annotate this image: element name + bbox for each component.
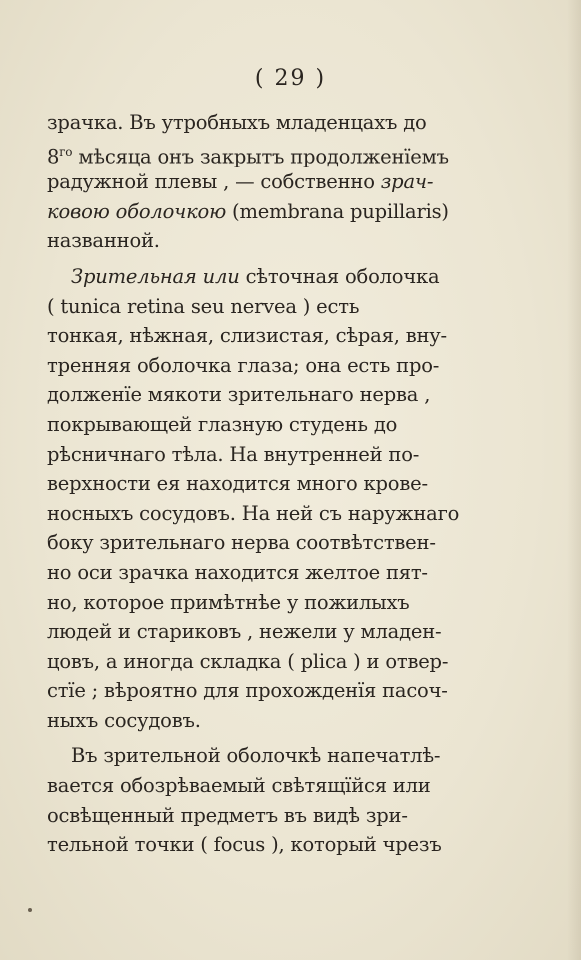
latin-term: (membrana pupillaris) — [226, 199, 449, 223]
text-line-17: но, которое примѣтнѣе у пожилыхъ — [47, 590, 410, 614]
text-line-21: ныхъ сосудовъ. — [47, 708, 201, 732]
text-line-19: цовъ, а иногда складка ( plica ) и отвер- — [47, 649, 449, 673]
text-line-13: верхности ея находится много крове- — [47, 472, 428, 496]
text-line-23: вается обозрѣваемый свѣтящїйся или — [47, 774, 431, 798]
text-line-20: стїе ; вѣроятно для прохожденїя пасоч- — [47, 679, 448, 703]
text-line-15: боку зрительнаго нерва соотвѣтствен- — [47, 531, 436, 555]
ordinal-suffix: го — [59, 144, 73, 159]
text-line-16: но оси зрачка находится желтое пят- — [47, 560, 428, 584]
ordinal-number: 8 — [47, 145, 60, 168]
term-italic-2: ковою оболочкою — [47, 199, 227, 223]
text-line-4 — [47, 197, 502, 227]
text-line-8: тонкая, нѣжная, слизистая, сѣрая, вну- — [47, 324, 447, 348]
page-number: ( 29 ) — [254, 66, 327, 91]
text-line-14: носныхъ сосудовъ. На ней съ наружнаго — [47, 501, 460, 525]
text-line-24: освѣщенный предметъ въ видѣ зри- — [47, 803, 408, 827]
text-line-10: долженїе мякоти зрительнаго нерва , — [47, 383, 431, 407]
text-line-18: людей и стариковъ , нежели у младен- — [47, 620, 442, 644]
paper-speck — [28, 908, 32, 912]
line-3-plain: радужной плевы , — собственно — [47, 170, 381, 194]
line-6-plain: сѣточная оболочка — [239, 264, 440, 288]
text-line-12: рѣсничнаго тѣла. На внутренней по- — [47, 442, 420, 466]
retina-heading-italic: Зрительная или — [71, 264, 240, 288]
text-line-2 — [47, 138, 502, 168]
text-line-11: покрывающей глазную студень до — [47, 412, 398, 436]
text-line-5: названной. — [47, 229, 160, 253]
text-line-22: Въ зрительной оболочкѣ напечатлѣ- — [71, 744, 441, 768]
page-edge-shadow — [567, 0, 581, 960]
text-line-1: зрачка. Въ утробныхъ младенцахъ до — [47, 111, 427, 134]
text-line-9: тренняя оболочка глаза; она есть про- — [47, 353, 440, 377]
body-text — [47, 108, 502, 860]
text-line-25: тельной точки ( focus ), который чрезъ — [47, 833, 442, 857]
text-line-7: ( tunica retina seu nervea ) есть — [47, 294, 360, 318]
text-line-3 — [47, 167, 502, 197]
text-line-6 — [47, 262, 502, 292]
term-italic: зрач- — [380, 170, 434, 194]
line-2-rest: мѣсяца онъ закрытъ продолженїемъ — [72, 145, 449, 168]
